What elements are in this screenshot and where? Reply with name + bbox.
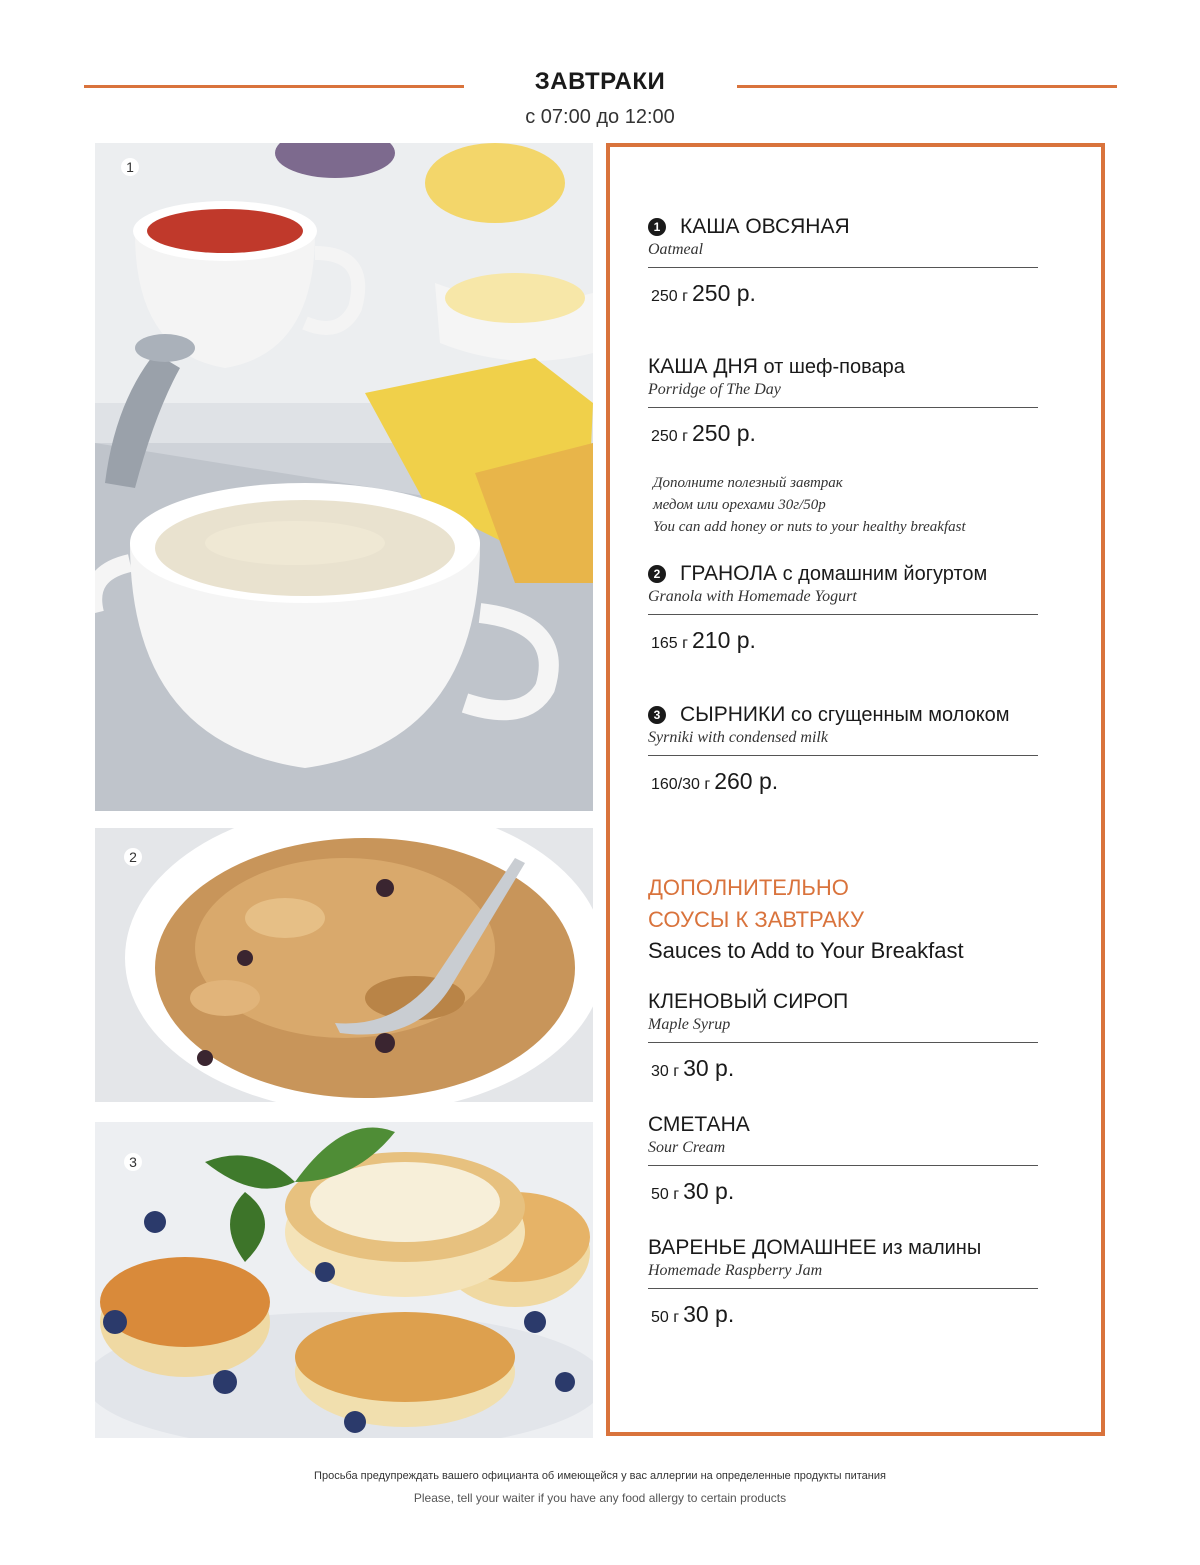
item-divider [648, 267, 1038, 268]
extras-heading: ДОПОЛНИТЕЛЬНО СОУСЫ К ЗАВТРАКУ [648, 875, 864, 932]
page-title: ЗАВТРАКИ [534, 68, 666, 95]
item-price-row [648, 280, 1068, 307]
oatmeal-photo [95, 143, 593, 811]
item-name: 3 СЫРНИКИ со сгущенным молоком [648, 703, 1068, 727]
item-divider [648, 407, 1038, 408]
item-number-badge: 2 [648, 565, 666, 583]
item-name-en: Homemade Raspberry Jam [648, 1262, 823, 1279]
item-name: 1 КАША ОВСЯНАЯ [648, 215, 1068, 239]
item-weight: 160/30 г [651, 776, 711, 793]
syrniki-photo [95, 1122, 593, 1438]
item-price-row [648, 420, 1068, 447]
item-divider [648, 1042, 1038, 1043]
item-weight: 50 г [651, 1186, 680, 1203]
item-number-badge: 1 [648, 218, 666, 236]
serving-hours: с 07:00 до 12:00 [525, 106, 675, 128]
item-price-row [648, 627, 1068, 654]
item-price: 30 р. [683, 1301, 735, 1327]
item-weight: 250 г [651, 428, 688, 445]
item-divider [648, 755, 1038, 756]
menu-item-sour-cream [648, 1113, 1068, 1205]
item-price: 260 р. [714, 768, 779, 794]
item-weight: 165 г [651, 635, 688, 652]
allergy-notice-ru: Просьба предупреждать вашего официанта об имеющейся у вас аллергии на определенные продукты питания [314, 1470, 886, 1482]
item-name: СМЕТАНА [648, 1113, 750, 1136]
item-weight: 250 г [651, 288, 688, 305]
item-name: ВАРЕНЬЕ ДОМАШНЕЕ из малины [648, 1236, 982, 1259]
item-number-badge: 3 [648, 706, 666, 724]
photo-number-2: 2 [124, 848, 142, 866]
extras-subtitle: Sauces to Add to Your Breakfast [648, 938, 964, 963]
item-weight: 50 г [651, 1309, 680, 1326]
add-on-note: Дополните полезный завтрак медом или орехами 30г/50р You can add honey or nuts to your healthy breakfast [653, 475, 966, 535]
item-price: 30 р. [683, 1178, 735, 1204]
menu-item-raspberry-jam [648, 1236, 1068, 1328]
item-price: 30 р. [683, 1055, 735, 1081]
item-divider [648, 1288, 1038, 1289]
photo-number-1: 1 [121, 158, 139, 176]
item-name-en: Maple Syrup [648, 1016, 731, 1033]
granola-photo [95, 828, 593, 1102]
item-price: 250 р. [691, 280, 756, 306]
menu-item-granola [648, 562, 1068, 654]
item-name-en: Oatmeal [648, 241, 704, 258]
menu-item-porridge-of-the-day [648, 355, 1068, 447]
menu-item-maple-syrup [648, 990, 1068, 1082]
item-price: 210 р. [691, 627, 756, 653]
item-price-row [648, 1301, 1068, 1328]
item-price-row [648, 1055, 1068, 1082]
item-name: 2 ГРАНОЛА с домашним йогуртом [648, 562, 1068, 586]
item-weight: 30 г [651, 1063, 680, 1080]
item-name-en: Syrniki with condensed milk [648, 729, 828, 746]
item-name-en: Granola with Homemade Yogurt [648, 588, 857, 605]
photo-number-3: 3 [124, 1153, 142, 1171]
item-price: 250 р. [691, 420, 756, 446]
item-name-en: Sour Cream [648, 1139, 726, 1156]
item-divider [648, 1165, 1038, 1166]
allergy-notice-en: Please, tell your waiter if you have any food allergy to certain products [413, 1491, 787, 1505]
item-divider [648, 614, 1038, 615]
item-name-en: Porridge of The Day [648, 381, 781, 398]
item-price-row [648, 768, 1068, 795]
menu-item-syrniki [648, 703, 1068, 795]
item-name: КЛЕНОВЫЙ СИРОП [648, 990, 849, 1013]
item-name: КАША ДНЯ от шеф-повара [648, 355, 905, 378]
menu-item-oatmeal [648, 215, 1068, 307]
item-price-row [648, 1178, 1068, 1205]
